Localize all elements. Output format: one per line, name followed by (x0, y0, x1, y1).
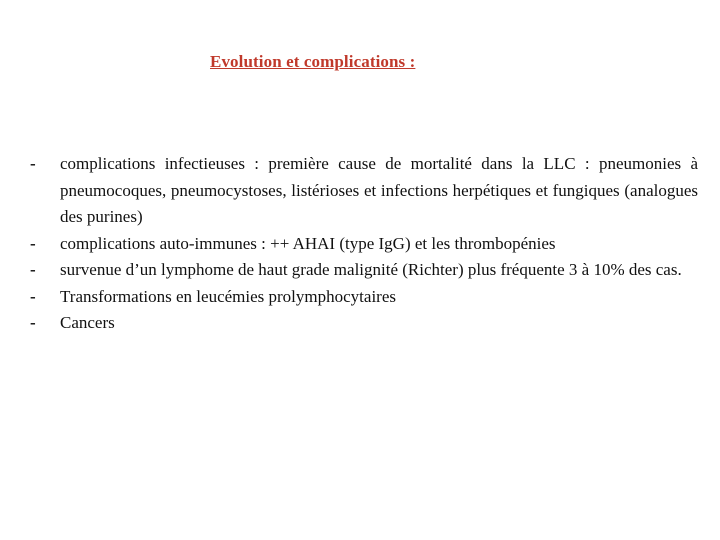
list-item (30, 231, 698, 258)
list-item (30, 284, 698, 311)
list-item (30, 257, 698, 284)
list-item-text: Cancers (60, 313, 115, 332)
list-item-text: survenue d’un lymphome de haut grade malignité (Richter) plus fréquente 3 à 10% des cas. (60, 260, 682, 279)
bullet-marker: - (30, 233, 36, 253)
list-item-text: Transformations en leucémies prolymphocytaires (60, 286, 396, 306)
complications-list (30, 151, 698, 337)
list-item (30, 310, 698, 337)
list-item (30, 151, 698, 231)
bullet-marker: - (30, 286, 36, 306)
slide-title: Evolution et complications : (210, 52, 416, 71)
bullet-marker: - (30, 260, 36, 279)
bullet-marker: - (30, 313, 36, 332)
list-item-text: complications auto-immunes : ++ AHAI (type IgG) et les thrombopénies (60, 233, 556, 253)
bullet-marker: - (30, 154, 36, 173)
list-item-text: complications infectieuses : première cause de mortalité dans la LLC : pneumonies à pneumocoques, pneumocystoses, listérioses et infections herpétiques et fungiques (analogues des purines) (60, 154, 698, 226)
